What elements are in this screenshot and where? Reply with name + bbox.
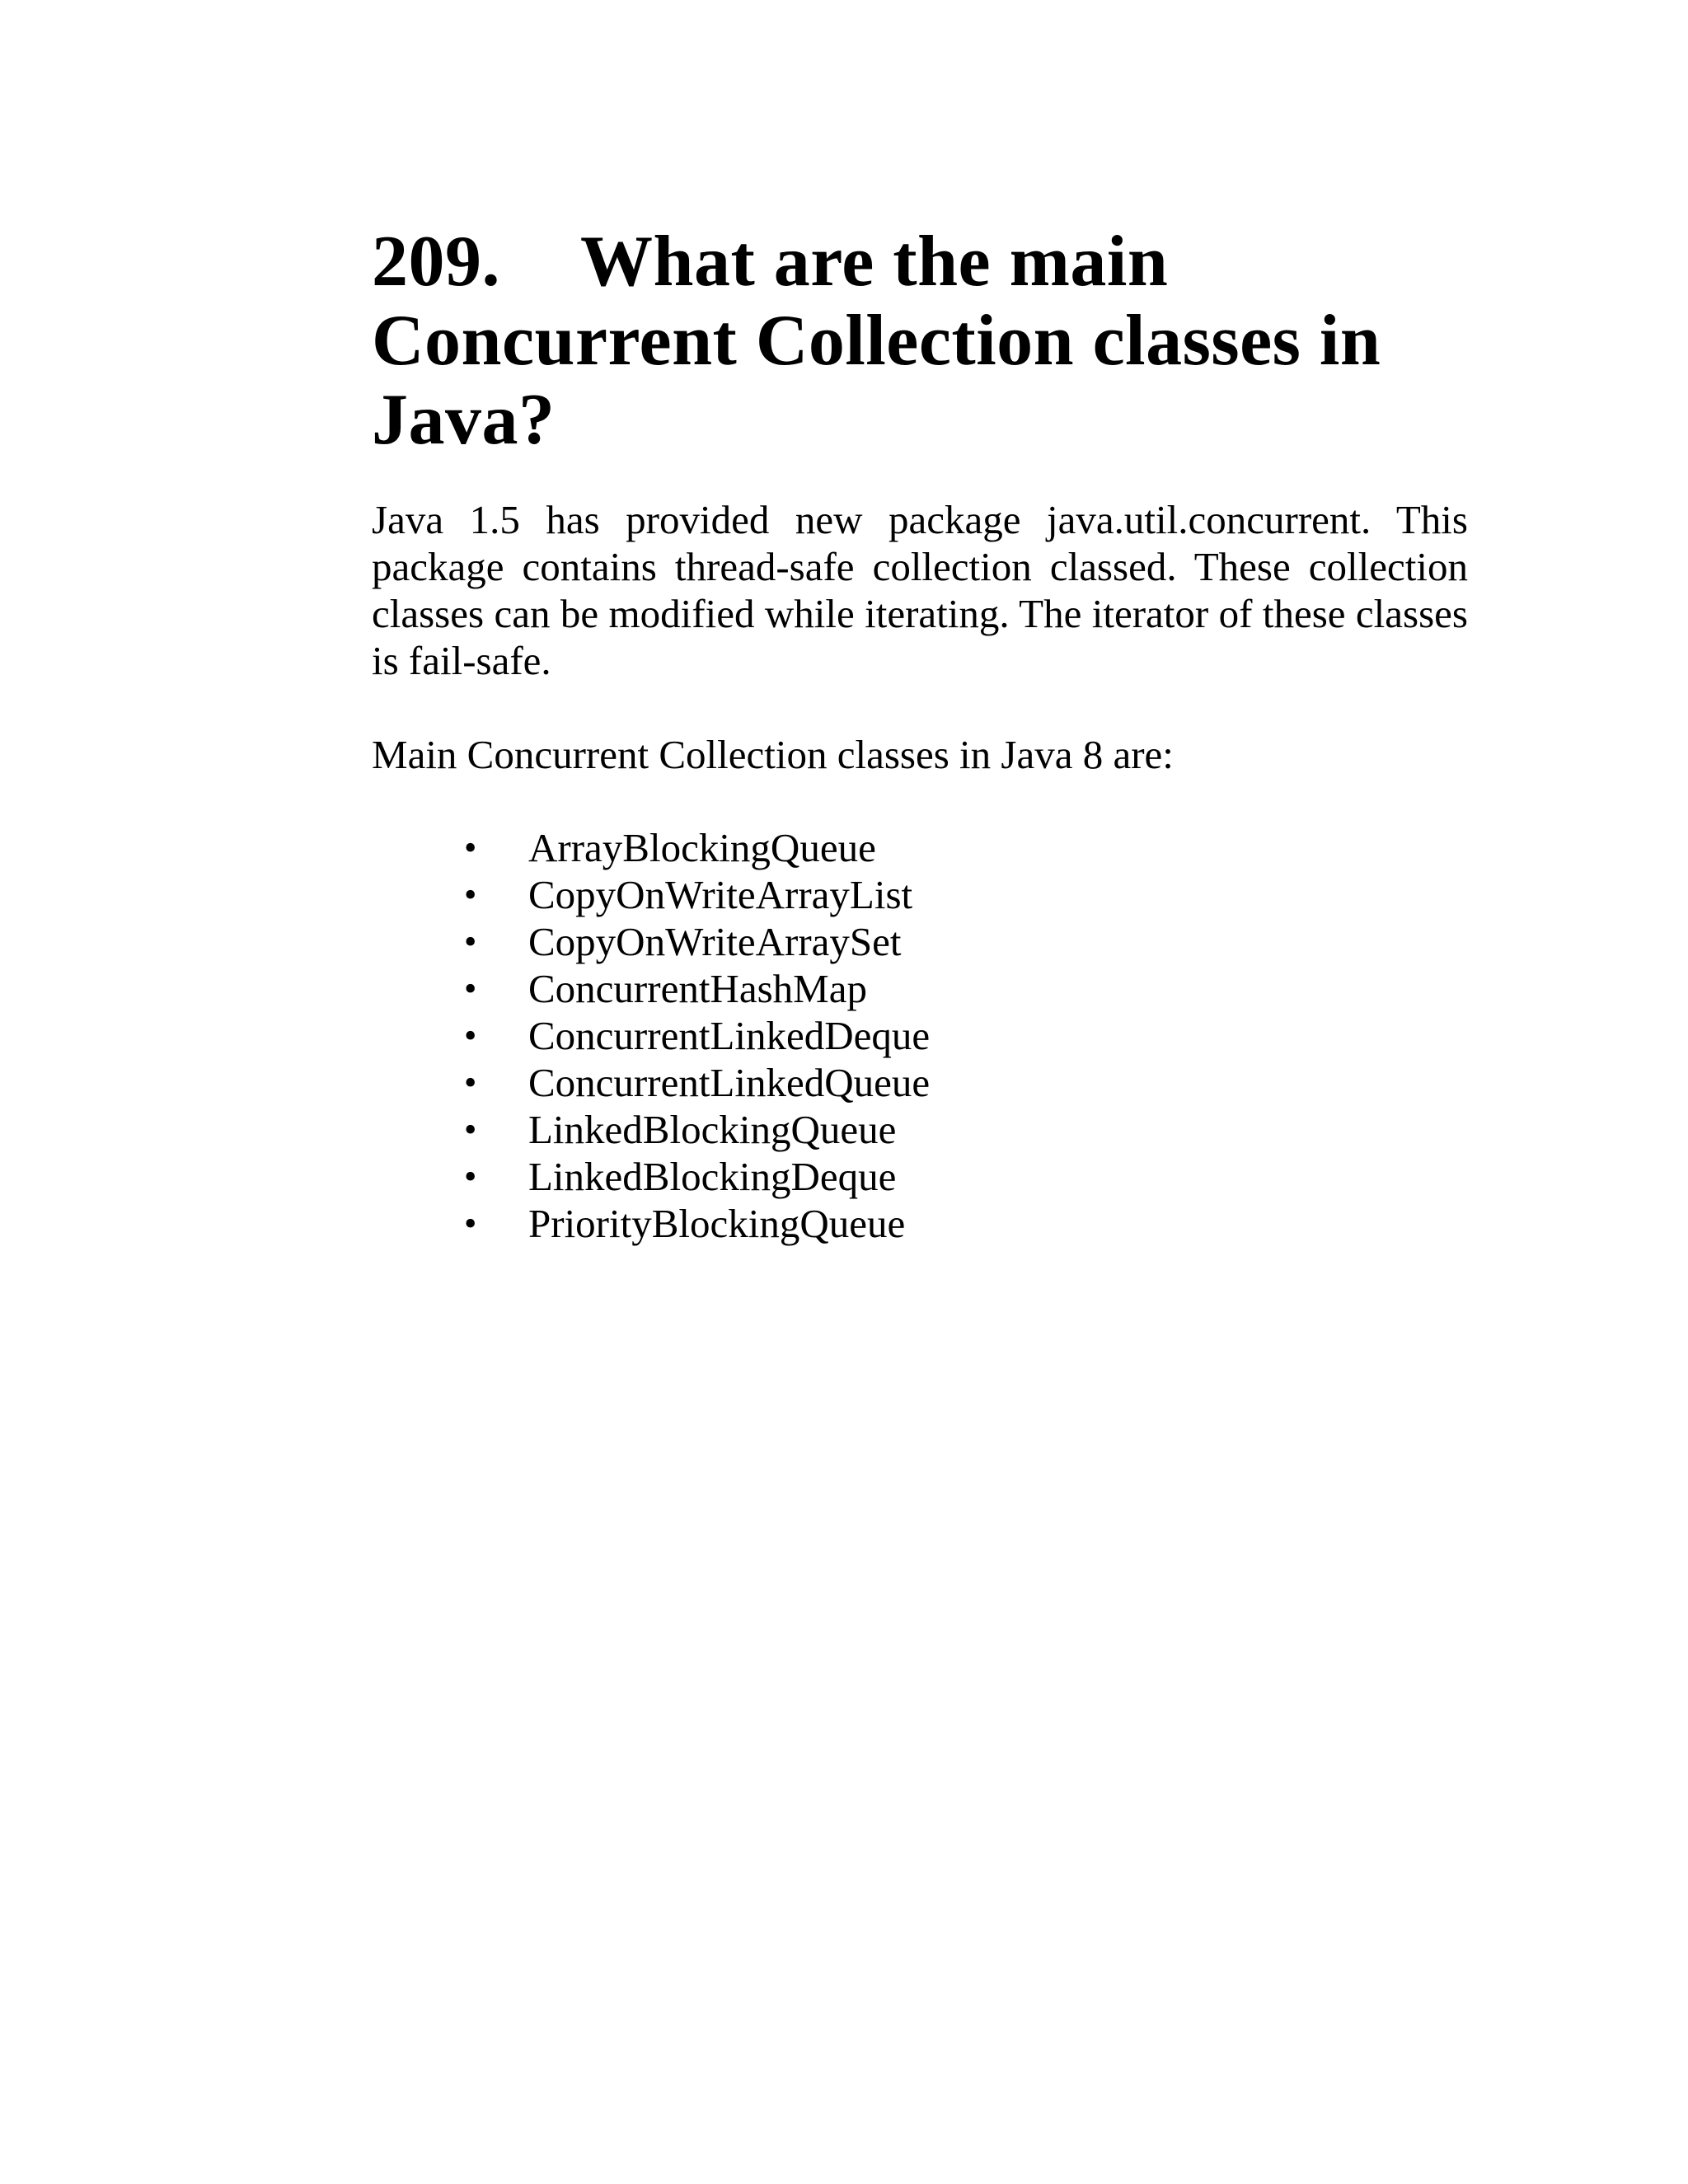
class-name: PriorityBlockingQueue xyxy=(528,1201,906,1246)
page-content xyxy=(372,223,1468,1247)
list-item xyxy=(372,1106,1468,1153)
bullet-icon: • xyxy=(464,1156,477,1197)
list-item xyxy=(372,1059,1468,1106)
list-item xyxy=(372,918,1468,965)
class-name: ConcurrentLinkedDeque xyxy=(528,1013,931,1058)
bullet-icon: • xyxy=(464,1203,477,1244)
bullet-icon: • xyxy=(464,874,477,915)
list-item xyxy=(372,965,1468,1012)
bullet-icon: • xyxy=(464,1109,477,1150)
concurrent-classes-list xyxy=(372,824,1468,1247)
list-item xyxy=(372,1153,1468,1200)
class-name: CopyOnWriteArraySet xyxy=(528,919,902,964)
intro-paragraph: Java 1.5 has provided new package java.util.concurrent. This package contains thread-safe collection classed. These collection classes can be modified while iterating. The iterator of these classes is fail-safe. xyxy=(372,497,1468,683)
list-item xyxy=(372,824,1468,871)
bullet-icon: • xyxy=(464,1015,477,1056)
bullet-icon: • xyxy=(464,827,477,868)
question-number: 209. xyxy=(372,222,500,302)
class-name: LinkedBlockingDeque xyxy=(528,1154,897,1199)
class-name: LinkedBlockingQueue xyxy=(528,1107,897,1152)
list-item xyxy=(372,1200,1468,1247)
list-lead-sentence: Main Concurrent Collection classes in Java 8 are: xyxy=(372,732,1174,777)
class-name: CopyOnWriteArrayList xyxy=(528,872,913,917)
class-name: ConcurrentLinkedQueue xyxy=(528,1060,931,1105)
bullet-icon: • xyxy=(464,968,477,1009)
bullet-icon: • xyxy=(464,1062,477,1103)
question-title: What are the main Concurrent Collection classes in Java? xyxy=(372,222,1381,460)
list-item xyxy=(372,871,1468,918)
list-item xyxy=(372,1012,1468,1059)
class-name: ArrayBlockingQueue xyxy=(528,825,876,870)
bullet-icon: • xyxy=(464,921,477,962)
question-heading xyxy=(372,223,1468,460)
class-name: ConcurrentHashMap xyxy=(528,966,867,1011)
